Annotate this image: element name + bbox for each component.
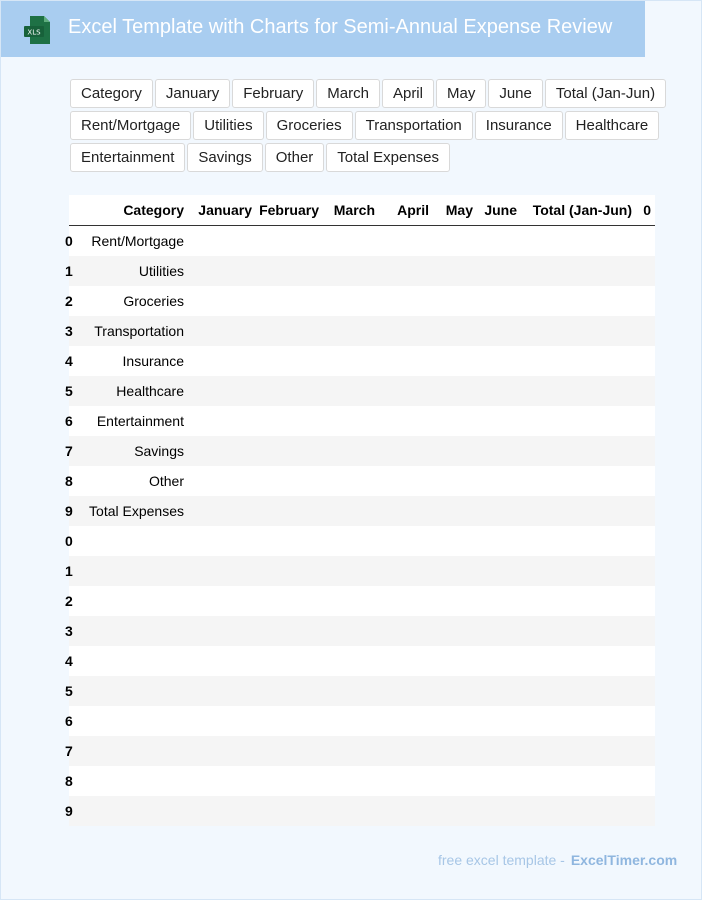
table-row bbox=[69, 646, 655, 676]
table-cell[interactable] bbox=[75, 796, 188, 826]
column-header[interactable]: 0 bbox=[636, 195, 655, 226]
table-cell[interactable] bbox=[75, 526, 188, 556]
table-cell[interactable]: Groceries bbox=[123, 293, 184, 309]
table-row bbox=[69, 316, 655, 346]
table-cell[interactable] bbox=[636, 226, 655, 257]
table-cell[interactable] bbox=[433, 586, 477, 616]
table-row bbox=[69, 796, 655, 826]
row-index: 1 bbox=[65, 263, 73, 279]
table-cell[interactable] bbox=[323, 376, 379, 406]
table-cell[interactable] bbox=[188, 796, 256, 826]
table-cell[interactable] bbox=[379, 316, 433, 346]
column-chip[interactable]: Total (Jan-Jun) bbox=[545, 79, 666, 108]
row-index: 9 bbox=[65, 803, 73, 819]
table-cell[interactable] bbox=[636, 406, 655, 436]
table-cell[interactable]: Healthcare bbox=[75, 376, 188, 406]
table-cell[interactable]: Other bbox=[148, 473, 184, 489]
table-cell[interactable] bbox=[188, 436, 256, 466]
table-cell[interactable] bbox=[521, 736, 636, 766]
table-cell[interactable] bbox=[636, 676, 655, 706]
column-chip[interactable]: February bbox=[232, 79, 314, 108]
table-cell[interactable] bbox=[433, 556, 477, 586]
table-cell[interactable] bbox=[477, 496, 521, 526]
table-cell[interactable] bbox=[477, 526, 521, 556]
table-row bbox=[69, 556, 655, 586]
table-row bbox=[69, 706, 655, 736]
row-index: 8 bbox=[65, 773, 73, 789]
row-index: 0 bbox=[65, 233, 73, 249]
table-cell[interactable] bbox=[188, 556, 256, 586]
table-cell[interactable] bbox=[323, 796, 379, 826]
table-cell[interactable]: Savings bbox=[75, 436, 188, 466]
footer-text: free excel template - bbox=[438, 852, 565, 868]
table-cell[interactable] bbox=[188, 466, 256, 496]
table-cell[interactable] bbox=[323, 736, 379, 766]
table-cell[interactable] bbox=[477, 556, 521, 586]
table-cell[interactable] bbox=[256, 616, 323, 646]
table-cell[interactable] bbox=[379, 616, 433, 646]
table-cell[interactable] bbox=[379, 736, 433, 766]
table-cell[interactable] bbox=[75, 736, 188, 766]
table-cell[interactable] bbox=[256, 256, 323, 286]
column-header[interactable]: March bbox=[323, 195, 379, 226]
table-cell[interactable] bbox=[75, 706, 188, 736]
table-cell[interactable] bbox=[477, 586, 521, 616]
table-cell[interactable] bbox=[75, 766, 188, 796]
table-cell[interactable] bbox=[379, 256, 433, 286]
table-cell[interactable] bbox=[636, 616, 655, 646]
table-cell[interactable] bbox=[256, 526, 323, 556]
table-cell[interactable] bbox=[521, 496, 636, 526]
table-cell[interactable] bbox=[477, 406, 521, 436]
table-cell[interactable] bbox=[433, 466, 477, 496]
table-cell[interactable] bbox=[188, 256, 256, 286]
column-chips bbox=[70, 79, 680, 175]
table-cell[interactable] bbox=[521, 766, 636, 796]
xls-icon-label: XLS bbox=[27, 28, 41, 37]
table-cell[interactable] bbox=[323, 556, 379, 586]
table-cell[interactable] bbox=[477, 436, 521, 466]
table-row bbox=[69, 256, 655, 286]
table-cell[interactable] bbox=[256, 496, 323, 526]
column-header[interactable]: Category bbox=[75, 195, 188, 226]
table-cell[interactable] bbox=[256, 286, 323, 316]
table-cell[interactable] bbox=[636, 316, 655, 346]
table-cell[interactable] bbox=[521, 376, 636, 406]
table-cell[interactable] bbox=[433, 376, 477, 406]
column-header[interactable]: April bbox=[379, 195, 433, 226]
table-cell[interactable] bbox=[521, 706, 636, 736]
table-cell[interactable] bbox=[433, 616, 477, 646]
table-cell[interactable] bbox=[521, 346, 636, 376]
table-cell[interactable] bbox=[323, 616, 379, 646]
table-cell[interactable] bbox=[636, 646, 655, 676]
table-row bbox=[69, 526, 655, 556]
table-cell[interactable] bbox=[636, 706, 655, 736]
footer-brand-link[interactable]: ExcelTimer.com bbox=[570, 852, 678, 868]
table-cell[interactable]: Transportation bbox=[75, 316, 188, 346]
table-cell[interactable] bbox=[477, 616, 521, 646]
table-row bbox=[69, 586, 655, 616]
table-cell[interactable] bbox=[256, 586, 323, 616]
column-header[interactable]: January bbox=[188, 195, 256, 226]
table-row bbox=[69, 376, 655, 406]
column-chip[interactable]: Other bbox=[265, 143, 325, 172]
table-cell[interactable] bbox=[323, 646, 379, 676]
table-cell[interactable] bbox=[379, 376, 433, 406]
table-cell[interactable] bbox=[433, 256, 477, 286]
table-cell[interactable] bbox=[433, 766, 477, 796]
table-cell[interactable] bbox=[521, 406, 636, 436]
table-cell[interactable] bbox=[379, 286, 433, 316]
table-row bbox=[69, 406, 655, 436]
table-cell[interactable] bbox=[256, 766, 323, 796]
table-cell[interactable] bbox=[256, 436, 323, 466]
table-row bbox=[69, 286, 655, 316]
table-cell[interactable] bbox=[188, 766, 256, 796]
row-index: 6 bbox=[65, 713, 73, 729]
table-cell[interactable] bbox=[323, 466, 379, 496]
table-cell[interactable] bbox=[521, 436, 636, 466]
row-index: 8 bbox=[65, 473, 73, 489]
table-cell[interactable] bbox=[256, 466, 323, 496]
table-cell[interactable] bbox=[521, 646, 636, 676]
table-cell[interactable] bbox=[636, 556, 655, 586]
table-cell[interactable] bbox=[188, 526, 256, 556]
table-cell[interactable] bbox=[521, 586, 636, 616]
table-cell[interactable] bbox=[75, 616, 188, 646]
column-chip[interactable]: Insurance bbox=[475, 111, 563, 140]
table-cell[interactable] bbox=[256, 706, 323, 736]
table-cell[interactable] bbox=[323, 406, 379, 436]
column-chip[interactable]: Utilities bbox=[193, 111, 263, 140]
table-cell[interactable] bbox=[75, 646, 188, 676]
table-cell[interactable] bbox=[477, 646, 521, 676]
table-cell[interactable] bbox=[379, 226, 433, 257]
table-cell[interactable] bbox=[636, 256, 655, 286]
table-cell[interactable] bbox=[477, 676, 521, 706]
table-row bbox=[69, 346, 655, 376]
table-cell[interactable] bbox=[521, 556, 636, 586]
table-cell[interactable] bbox=[433, 706, 477, 736]
table-cell[interactable] bbox=[379, 346, 433, 376]
table-row bbox=[69, 766, 655, 796]
table-cell[interactable] bbox=[256, 646, 323, 676]
table-cell[interactable] bbox=[188, 286, 256, 316]
table-cell[interactable] bbox=[636, 466, 655, 496]
table-cell[interactable] bbox=[521, 526, 636, 556]
table-cell[interactable] bbox=[477, 226, 521, 257]
table-cell[interactable] bbox=[379, 526, 433, 556]
column-header[interactable]: Total (Jan-Jun) bbox=[521, 195, 636, 226]
column-chip[interactable]: Category bbox=[70, 79, 153, 108]
column-header[interactable]: February bbox=[256, 195, 323, 226]
column-chip[interactable]: April bbox=[382, 79, 434, 108]
table-cell[interactable] bbox=[188, 676, 256, 706]
row-index: 3 bbox=[65, 323, 73, 339]
table-cell[interactable] bbox=[477, 286, 521, 316]
table-cell[interactable] bbox=[256, 406, 323, 436]
table-cell[interactable] bbox=[433, 526, 477, 556]
table-cell[interactable] bbox=[477, 466, 521, 496]
table-cell[interactable] bbox=[521, 676, 636, 706]
table-cell[interactable] bbox=[379, 556, 433, 586]
table-row bbox=[69, 436, 655, 466]
table-cell[interactable]: Rent/Mortgage bbox=[91, 233, 184, 249]
table-cell[interactable] bbox=[477, 376, 521, 406]
table-cell[interactable] bbox=[433, 226, 477, 257]
table-cell[interactable] bbox=[636, 286, 655, 316]
table-cell[interactable] bbox=[433, 676, 477, 706]
table-cell[interactable] bbox=[636, 346, 655, 376]
table-cell[interactable] bbox=[433, 346, 477, 376]
table-cell[interactable] bbox=[256, 556, 323, 586]
row-index: 5 bbox=[65, 383, 73, 399]
table-cell[interactable] bbox=[379, 406, 433, 436]
table-cell[interactable] bbox=[379, 766, 433, 796]
table-cell[interactable] bbox=[636, 796, 655, 826]
table-cell[interactable] bbox=[433, 646, 477, 676]
table-cell[interactable] bbox=[379, 706, 433, 736]
column-chip[interactable]: Entertainment bbox=[70, 143, 185, 172]
table-cell[interactable] bbox=[636, 586, 655, 616]
table-cell[interactable] bbox=[323, 706, 379, 736]
column-chip[interactable]: Groceries bbox=[266, 111, 353, 140]
column-chip[interactable]: June bbox=[488, 79, 543, 108]
table-cell[interactable] bbox=[323, 496, 379, 526]
table-cell[interactable] bbox=[379, 496, 433, 526]
table-cell[interactable] bbox=[188, 316, 256, 346]
table-row bbox=[69, 616, 655, 646]
footer-credit bbox=[438, 852, 677, 868]
table-cell[interactable] bbox=[323, 226, 379, 257]
column-chip[interactable]: Healthcare bbox=[565, 111, 660, 140]
table-cell[interactable] bbox=[256, 796, 323, 826]
table-cell[interactable] bbox=[433, 436, 477, 466]
table-cell[interactable] bbox=[477, 706, 521, 736]
table-cell[interactable] bbox=[188, 376, 256, 406]
row-index: 6 bbox=[65, 413, 73, 429]
table-cell[interactable] bbox=[521, 316, 636, 346]
table-cell[interactable] bbox=[636, 376, 655, 406]
table-cell[interactable] bbox=[636, 736, 655, 766]
row-index: 0 bbox=[65, 533, 73, 549]
table-row bbox=[69, 676, 655, 706]
table-row bbox=[69, 226, 655, 257]
table-cell[interactable] bbox=[256, 736, 323, 766]
table-cell[interactable] bbox=[256, 226, 323, 257]
table-cell[interactable] bbox=[477, 736, 521, 766]
row-index: 3 bbox=[65, 623, 73, 639]
table-cell[interactable] bbox=[477, 766, 521, 796]
table-cell[interactable] bbox=[256, 316, 323, 346]
header-banner bbox=[1, 1, 645, 57]
table-cell[interactable] bbox=[323, 286, 379, 316]
table-cell[interactable] bbox=[323, 676, 379, 706]
table-cell[interactable]: Insurance bbox=[122, 353, 184, 369]
table-cell[interactable] bbox=[323, 526, 379, 556]
column-chip[interactable]: January bbox=[155, 79, 230, 108]
table-cell[interactable] bbox=[188, 406, 256, 436]
column-chip[interactable]: Transportation bbox=[355, 111, 473, 140]
table-cell[interactable] bbox=[379, 466, 433, 496]
table-row bbox=[69, 496, 655, 526]
row-index: 4 bbox=[65, 653, 73, 669]
table-cell[interactable] bbox=[521, 286, 636, 316]
row-index: 1 bbox=[65, 563, 73, 579]
table-header-row bbox=[69, 195, 655, 226]
table-cell[interactable] bbox=[477, 796, 521, 826]
table-cell[interactable] bbox=[75, 556, 188, 586]
table-cell[interactable] bbox=[433, 286, 477, 316]
page-title: Excel Template with Charts for Semi-Annual Expense Review bbox=[68, 16, 613, 38]
column-chip[interactable]: March bbox=[316, 79, 380, 108]
table-cell[interactable] bbox=[379, 436, 433, 466]
table-cell[interactable] bbox=[521, 226, 636, 257]
table-cell[interactable] bbox=[323, 436, 379, 466]
table-cell[interactable] bbox=[433, 316, 477, 346]
table-row bbox=[69, 736, 655, 766]
table-cell[interactable]: Utilities bbox=[75, 256, 188, 286]
table-cell[interactable] bbox=[256, 346, 323, 376]
table-cell[interactable] bbox=[75, 676, 188, 706]
xls-file-icon bbox=[23, 15, 51, 45]
table-cell[interactable] bbox=[188, 346, 256, 376]
table-cell[interactable] bbox=[188, 586, 256, 616]
table-cell[interactable] bbox=[521, 616, 636, 646]
table-cell[interactable] bbox=[433, 736, 477, 766]
column-chip[interactable]: Savings bbox=[187, 143, 262, 172]
table-cell[interactable] bbox=[256, 676, 323, 706]
table-cell[interactable] bbox=[188, 616, 256, 646]
column-chip[interactable]: Total Expenses bbox=[326, 143, 450, 172]
table-cell[interactable]: Entertainment bbox=[96, 413, 184, 429]
row-index: 9 bbox=[65, 503, 73, 519]
table-cell[interactable] bbox=[521, 466, 636, 496]
table-cell[interactable] bbox=[188, 226, 256, 257]
table-cell[interactable] bbox=[433, 496, 477, 526]
row-index: 7 bbox=[65, 443, 73, 459]
table-cell[interactable] bbox=[188, 736, 256, 766]
row-index: 4 bbox=[65, 353, 73, 369]
row-index: 2 bbox=[65, 593, 73, 609]
table-cell[interactable] bbox=[433, 406, 477, 436]
column-chip[interactable]: Rent/Mortgage bbox=[70, 111, 191, 140]
table-cell[interactable] bbox=[636, 766, 655, 796]
table-cell[interactable] bbox=[521, 256, 636, 286]
table-cell[interactable] bbox=[433, 796, 477, 826]
table-cell[interactable] bbox=[477, 256, 521, 286]
expense-table bbox=[65, 195, 655, 826]
table-cell[interactable] bbox=[521, 796, 636, 826]
column-header[interactable]: May bbox=[433, 195, 477, 226]
table-cell[interactable] bbox=[379, 796, 433, 826]
table-cell[interactable] bbox=[477, 346, 521, 376]
table-cell[interactable] bbox=[636, 496, 655, 526]
row-index: 5 bbox=[65, 683, 73, 699]
table-cell[interactable] bbox=[379, 646, 433, 676]
table-cell[interactable] bbox=[188, 646, 256, 676]
expense-table-container[interactable] bbox=[65, 195, 655, 826]
table-cell[interactable] bbox=[477, 316, 521, 346]
table-cell[interactable] bbox=[188, 706, 256, 736]
table-cell[interactable] bbox=[636, 526, 655, 556]
table-cell[interactable] bbox=[379, 676, 433, 706]
table-cell[interactable] bbox=[379, 586, 433, 616]
table-cell[interactable] bbox=[323, 256, 379, 286]
table-cell[interactable] bbox=[188, 496, 256, 526]
column-chip[interactable]: May bbox=[436, 79, 486, 108]
table-cell[interactable] bbox=[75, 586, 188, 616]
table-cell[interactable] bbox=[323, 586, 379, 616]
table-cell[interactable] bbox=[323, 346, 379, 376]
table-row bbox=[69, 466, 655, 496]
row-index: 7 bbox=[65, 743, 73, 759]
table-cell[interactable] bbox=[636, 436, 655, 466]
row-index: 2 bbox=[65, 293, 73, 309]
table-body bbox=[65, 226, 655, 827]
table-cell[interactable] bbox=[323, 316, 379, 346]
column-header[interactable]: June bbox=[477, 195, 521, 226]
table-cell[interactable]: Total Expenses bbox=[75, 496, 188, 526]
table-cell[interactable] bbox=[323, 766, 379, 796]
table-cell[interactable] bbox=[256, 376, 323, 406]
